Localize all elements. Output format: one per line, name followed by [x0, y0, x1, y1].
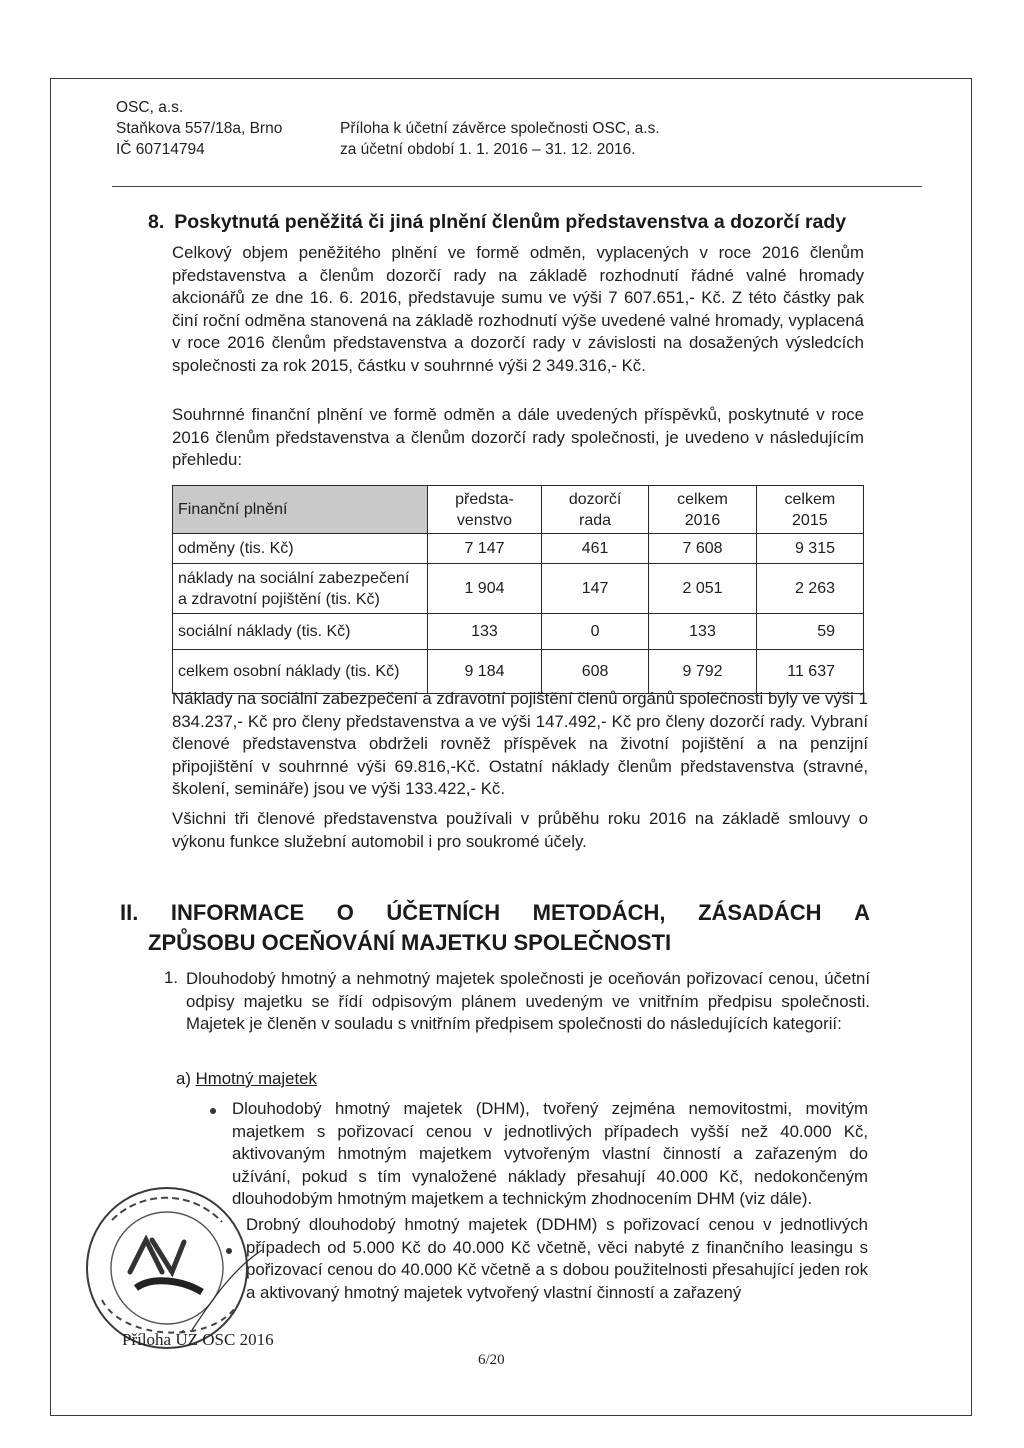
table-cell: 7 147 — [428, 534, 542, 564]
paragraph-total-remuneration: Celkový objem peněžitého plnění ve formě odměn, vyplacených v roce 2016 členům představenstva a členům dozorčí rady na základě rozhodnutí řádné valné hromady akcionářů ze dne 16. 6. 2016, představuje sumu ve výši 7 607.651,- Kč. Z této částky pak činí roční odměna stanovená na základě rozhodnutí výše uvedené valné hromady, vyplacená v roce 2016 členům představenstva a dozorčí rady v závislosti na dosažených výsledcích společnosti za rok 2015, částku v souhrnné výši 2 349.316,- Kč. — [172, 243, 864, 375]
paragraph-social-costs: Náklady na sociální zabezpečení a zdravotní pojištění členů orgánů společnosti byly ve výši 1 834.237,- Kč pro členy představenstva a ve výši 147.492,- Kč pro členy dozorčí rady. Vybraní členové představenstva obdrželi rovněž příspěvek na životní pojištění a na penzijní připojištění v souhrnné výši 69.816,-Kč. Ostatní náklady členům představenstva (stravné, školení, semináře) jsou ve výši 133.422,- Kč. — [172, 689, 868, 798]
table-cell: 9 315 — [756, 534, 863, 564]
table-cell: 147 — [541, 564, 649, 614]
page-number: 6/20 — [478, 1352, 505, 1368]
table-cell: 2 051 — [649, 564, 756, 614]
header-company-block — [116, 97, 282, 160]
table-cell: 59 — [756, 614, 863, 650]
table-row-label: náklady na sociální zabezpečení a zdravotní pojištění (tis. Kč) — [173, 564, 428, 614]
table-row — [173, 650, 864, 694]
list-item-number: 1. — [164, 968, 178, 987]
chapter-title-word: A — [854, 900, 870, 925]
chapter-title-word: METODÁCH, — [532, 900, 666, 925]
paragraph-company-cars: Všichni tři členové představenstva používali v průběhu roku 2016 na základě smlouvy o výkonu funkce služební automobil i pro soukromé účely. — [172, 809, 868, 851]
bullet-item-dhm: Dlouhodobý hmotný majetek (DHM), tvořený zejména nemovitostmi, movitým majetkem s pořizovací cenou v jednotlivých případech vyšší než 40.000 Kč, aktivovaným hmotným majetkem vytvořeným vlastní činností a zařazeným do užívání, pokud s tím vynaložené náklady přesahují 40.000 Kč, nedokončeným dlouhodobým hmotným majetkem a technickým zhodnocením DHM (viz dále). — [232, 1099, 868, 1208]
table-row-label: celkem osobní náklady (tis. Kč) — [173, 650, 428, 694]
table-header-cell: dozorčí rada — [541, 486, 649, 534]
subheading-a — [176, 1069, 317, 1089]
remuneration-table — [172, 485, 864, 694]
company-id: IČ 60714794 — [116, 141, 205, 158]
company-name: OSC, a.s. — [116, 99, 184, 116]
company-address: Staňkova 557/18a, Brno — [116, 120, 283, 137]
subheading-letter: a) — [176, 1069, 191, 1088]
table-cell: 7 608 — [649, 534, 756, 564]
table-row-label: odměny (tis. Kč) — [173, 534, 428, 564]
section-8-heading — [148, 211, 846, 234]
table-header-row — [173, 486, 864, 534]
table-cell: 11 637 — [756, 650, 863, 694]
section-number: 8. — [148, 211, 165, 233]
table-header-cell: Finanční plnění — [173, 486, 428, 534]
chapter-title-word: ZÁSADÁCH — [698, 900, 822, 925]
table-header-cell: celkem 2016 — [649, 486, 756, 534]
table-cell: 461 — [541, 534, 649, 564]
table-row — [173, 534, 864, 564]
table-cell: 1 904 — [428, 564, 542, 614]
table-header-cell: celkem 2015 — [756, 486, 863, 534]
table-cell: 2 263 — [756, 564, 863, 614]
chapter-title-row1 — [120, 898, 870, 928]
header-title-block — [340, 118, 660, 160]
subheading-label: Hmotný majetek — [195, 1069, 317, 1088]
stamp-label: Příloha ÚZ OSC 2016 — [122, 1330, 274, 1349]
table-cell: 133 — [428, 614, 542, 650]
paragraph-summary-intro: Souhrnné finanční plnění ve formě odměn a dále uvedených příspěvků, poskytnuté v roce 2016 členům představenstva a členům dozorčí rady společnosti, je uvedeno v následujícím přehledu: — [172, 405, 864, 469]
header-divider — [112, 186, 922, 187]
table-row-label: sociální náklady (tis. Kč) — [173, 614, 428, 650]
table-cell: 133 — [649, 614, 756, 650]
chapter-2-heading — [120, 898, 870, 958]
table-row — [173, 614, 864, 650]
chapter-title-word: O — [336, 900, 354, 925]
document-title: Příloha k účetní závěrce společnosti OSC, a.s. — [340, 120, 660, 137]
list-item-1-text: Dlouhodobý hmotný a nehmotný majetek společnosti je oceňován pořizovací cenou, účetní odpisy majetku se řídí odpisovým plánem uvedeným ve vnitřním předpisu společnosti. Majetek je členěn v souladu s vnitřním předpisem společnosti do následujících kategorií: — [186, 969, 870, 1033]
auditor-stamp-icon — [72, 1180, 272, 1355]
table-cell: 608 — [541, 650, 649, 694]
table-cell: 0 — [541, 614, 649, 650]
bullet-item-ddhm: Drobný dlouhodobý hmotný majetek (DDHM) s pořizovací cenou v jednotlivých případech od 5.000 Kč do 40.000 Kč včetně, věci nabyté z finančního leasingu s pořizovací cenou do 40.000 Kč včetně a s dobou použitelnosti přesahující jeden rok a aktivovaný hmotný majetek vytvořený vlastní činností a zařazený — [246, 1215, 868, 1302]
chapter-title-word: INFORMACE — [170, 900, 305, 925]
table-header-cell: předsta- venstvo — [428, 486, 542, 534]
bullet-icon — [210, 1108, 216, 1114]
chapter-numeral: II. — [120, 900, 139, 925]
table-cell: 9 184 — [428, 650, 542, 694]
table-row — [173, 564, 864, 614]
chapter-title-word: ÚČETNÍCH — [386, 900, 501, 925]
table-cell: 9 792 — [649, 650, 756, 694]
chapter-title-row2: ZPŮSOBU OCEŇOVÁNÍ MAJETKU SPOLEČNOSTI — [148, 930, 672, 955]
section-title: Poskytnutá peněžitá či jiná plnění členům představenstva a dozorčí rady — [174, 211, 847, 233]
document-period: za účetní období 1. 1. 2016 – 31. 12. 2016. — [340, 141, 636, 158]
